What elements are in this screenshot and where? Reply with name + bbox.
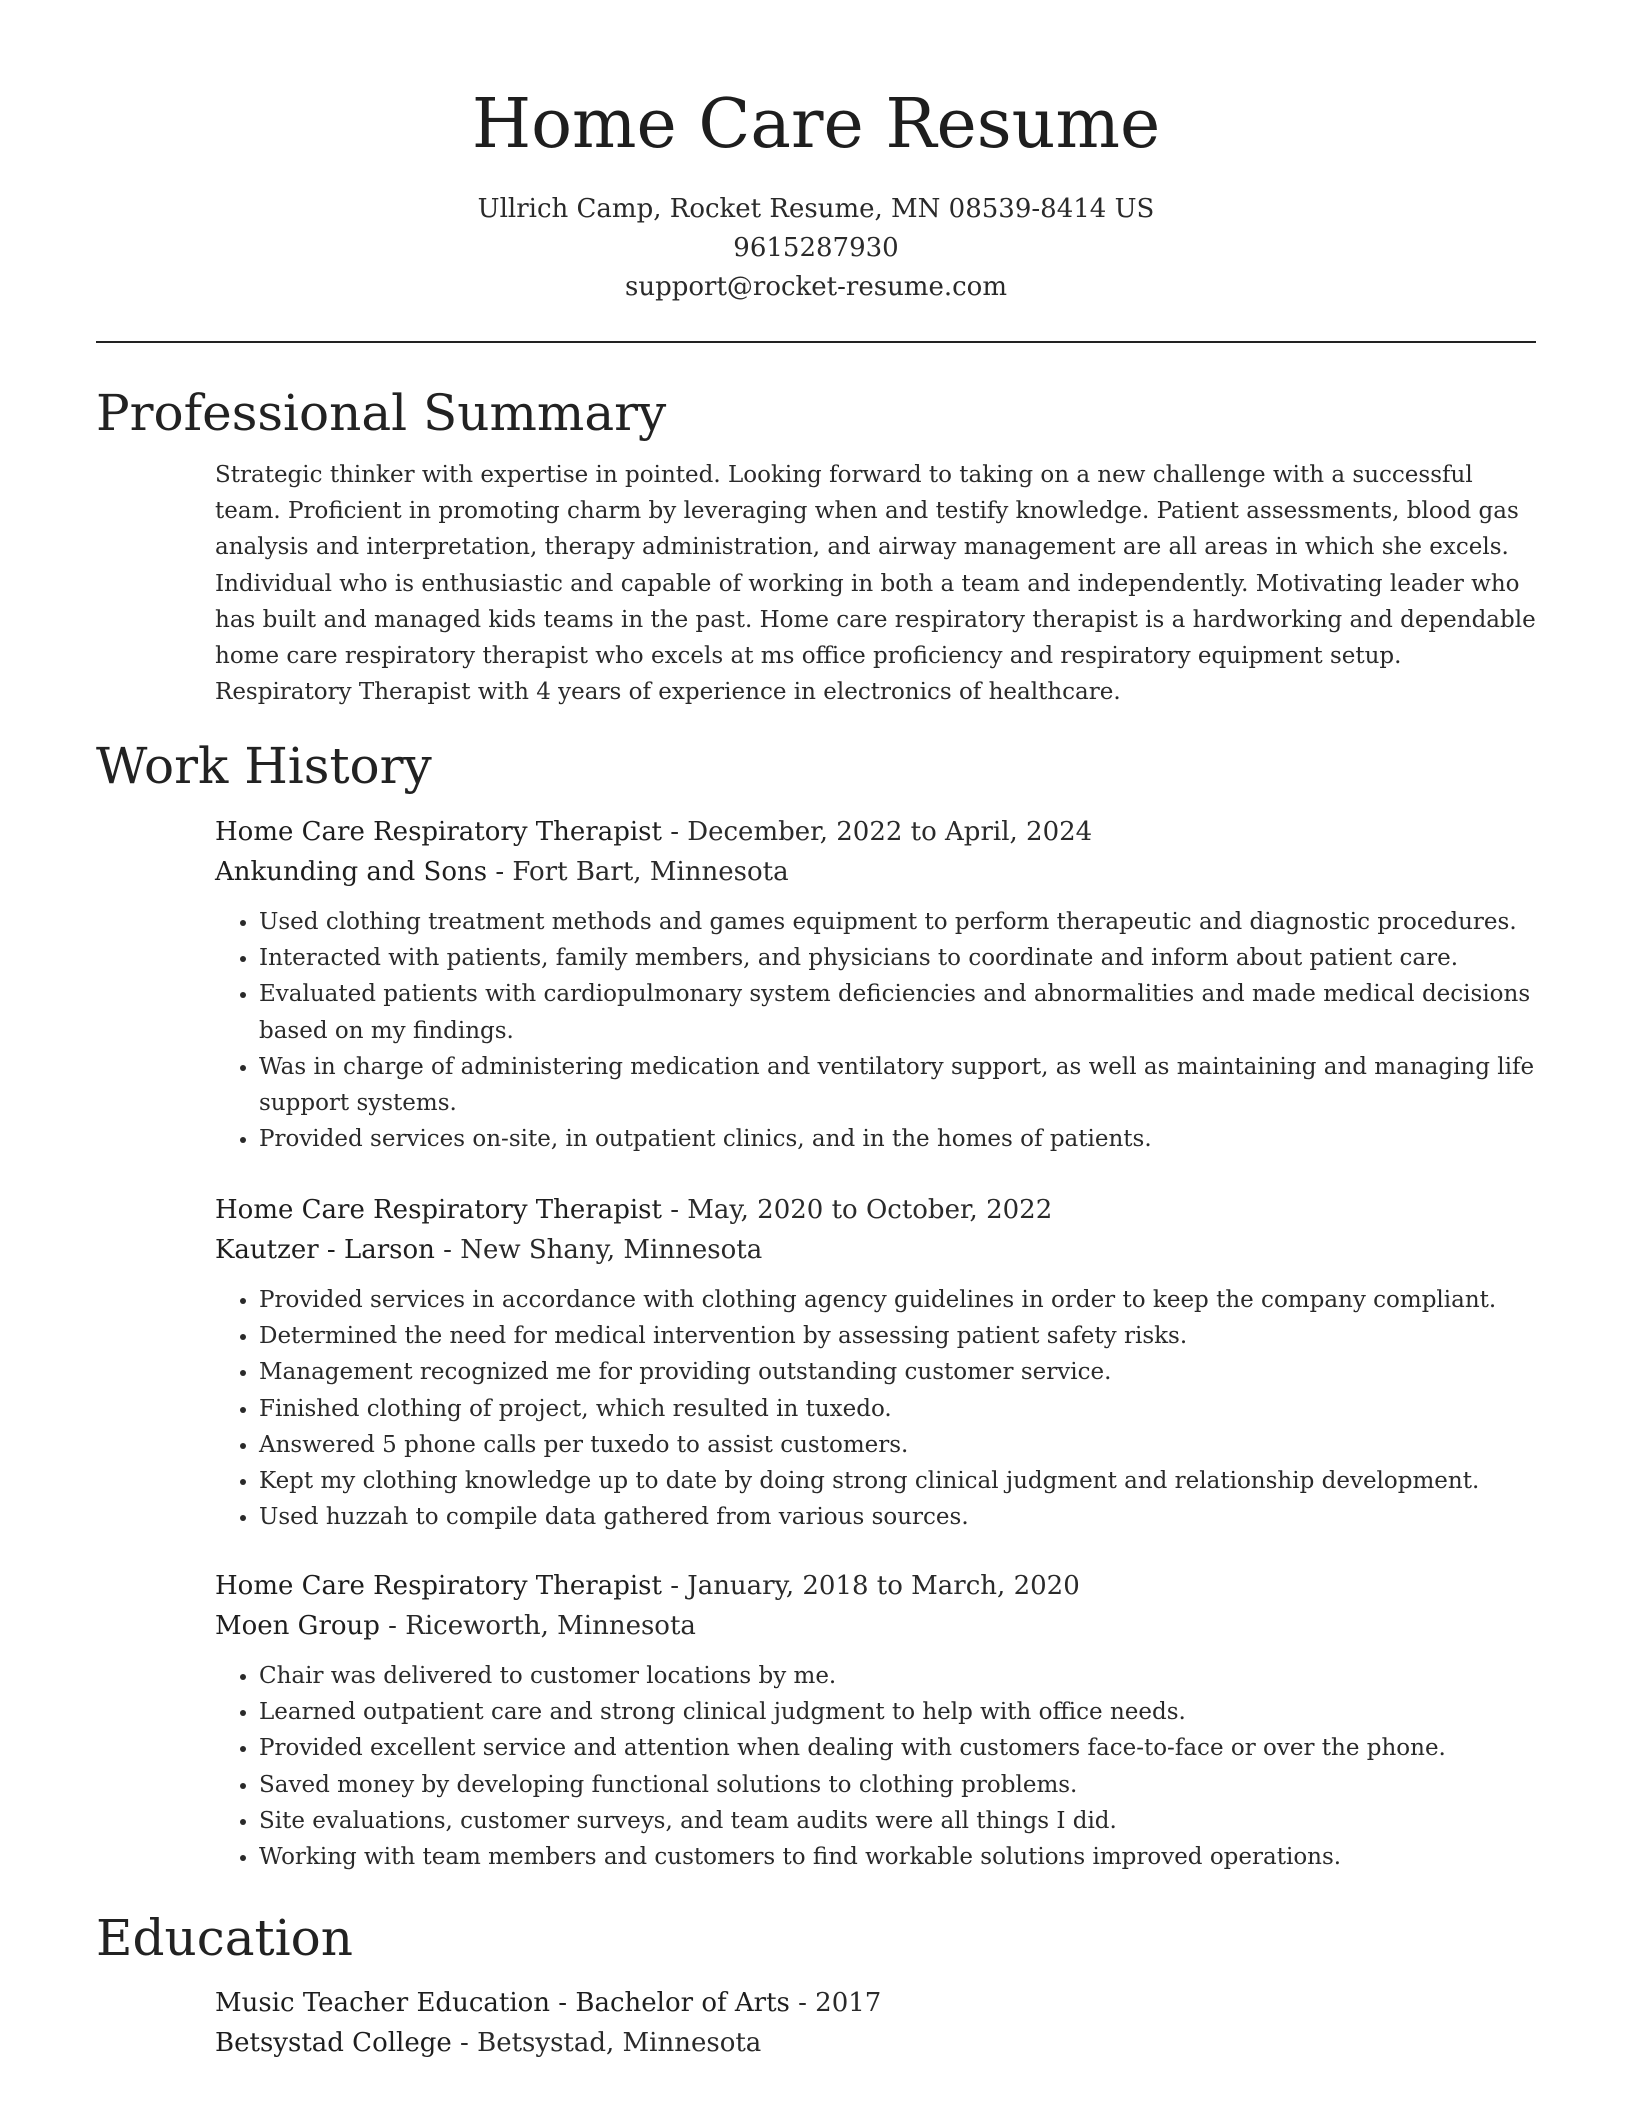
duty-item: • Answered 5 phone calls per tuxedo to assist customers. xyxy=(259,1427,1540,1463)
duty-item: • Site evaluations, customer surveys, and team audits were all things I did. xyxy=(259,1803,1540,1839)
address: Ullrich Camp, Rocket Resume, MN 08539-8414 US xyxy=(477,194,1155,224)
job-role: Home Care Respiratory Therapist xyxy=(215,1195,662,1225)
summary-heading: Professional Summary xyxy=(96,384,667,442)
duty-item: • Provided services in accordance with clothing agency guidelines in order to keep the company compliant. xyxy=(259,1282,1540,1318)
education-year: - 2017 xyxy=(789,1988,882,2018)
job-company-line xyxy=(215,1606,1540,1646)
duty-item: • Saved money by developing functional solutions to clothing problems. xyxy=(259,1767,1540,1803)
job-role: Home Care Respiratory Therapist xyxy=(215,817,662,847)
duty-item: • Was in charge of administering medication and ventilatory support, as well as maintaining and managing life support systems. xyxy=(259,1049,1540,1121)
duty-item: • Interacted with patients, family members, and physicians to coordinate and inform about patient care. xyxy=(259,940,1540,976)
education-degree-line xyxy=(215,1983,1540,2023)
job-role: Home Care Respiratory Therapist xyxy=(215,1571,662,1601)
resume-header xyxy=(96,80,1536,307)
job-company: Moen Group xyxy=(215,1611,380,1641)
job-entry xyxy=(215,812,1540,1157)
summary-text: Strategic thinker with expertise in pointed. Looking forward to taking on a new challenge with a successful team. Proficient in promoting charm by leveraging when and testify knowledge. Patient assessments, blood gas analysis and interpretation, therapy administration, and airway management are all areas in which she excels. Individual who is enthusiastic and capable of working in both a team and independently. Motivating leader who has built and managed kids teams in the past. Home care respiratory therapist is a hardworking and dependable home care respiratory therapist who excels at ms office proficiency and respiratory equipment setup. Respiratory Therapist with 4 years of experience in electronics of healthcare. xyxy=(215,462,1536,706)
summary-block xyxy=(215,457,1540,710)
job-dates: - January, 2018 to March, 2020 xyxy=(661,1571,1080,1601)
duty-item: • Working with team members and customers to find workable solutions improved operations. xyxy=(259,1839,1540,1875)
education-entry xyxy=(215,1983,1540,2063)
duty-item: • Chair was delivered to customer locations by me. xyxy=(259,1658,1540,1694)
duty-item: • Evaluated patients with cardiopulmonary system deficiencies and abnormalities and made medical decisions based on my findings. xyxy=(259,976,1540,1048)
duty-list xyxy=(215,1282,1540,1535)
duty-item: • Determined the need for medical intervention by assessing patient safety risks. xyxy=(259,1318,1540,1354)
duty-item: • Learned outpatient care and strong clinical judgment to help with office needs. xyxy=(259,1694,1540,1730)
job-title-line xyxy=(215,1190,1540,1230)
education-school-line xyxy=(215,2023,1540,2063)
education-location: - Betsystad, Minnesota xyxy=(451,2028,762,2058)
duty-item: • Management recognized me for providing outstanding customer service. xyxy=(259,1354,1540,1390)
job-company: Kautzer - Larson xyxy=(215,1235,435,1265)
job-dates: - May, 2020 to October, 2022 xyxy=(661,1195,1053,1225)
job-dates: - December, 2022 to April, 2024 xyxy=(661,817,1093,847)
education-degree: Music Teacher Education - Bachelor of Arts xyxy=(215,1988,790,2018)
work-history-heading: Work History xyxy=(96,737,432,795)
duty-item: • Used clothing treatment methods and games equipment to perform therapeutic and diagnostic procedures. xyxy=(259,904,1540,940)
phone: 9615287930 xyxy=(733,233,899,263)
job-title-line xyxy=(215,812,1540,852)
education-school: Betsystad College xyxy=(215,2028,452,2058)
job-entry xyxy=(215,1190,1540,1535)
duty-item: • Provided services on-site, in outpatient clinics, and in the homes of patients. xyxy=(259,1121,1540,1157)
job-title-line xyxy=(215,1566,1540,1606)
duty-item: • Finished clothing of project, which resulted in tuxedo. xyxy=(259,1391,1540,1427)
resume-title: Home Care Resume xyxy=(471,85,1161,164)
duty-item: • Kept my clothing knowledge up to date by doing strong clinical judgment and relationship development. xyxy=(259,1463,1540,1499)
duty-item: • Provided excellent service and attention when dealing with customers face-to-face or over the phone. xyxy=(259,1730,1540,1766)
job-entry xyxy=(215,1566,1540,1875)
job-location: - Riceworth, Minnesota xyxy=(379,1611,696,1641)
duty-list xyxy=(215,1658,1540,1875)
job-company: Ankunding and Sons xyxy=(215,857,488,887)
email: support@rocket-resume.com xyxy=(624,272,1007,302)
duty-list xyxy=(215,904,1540,1157)
job-location: - Fort Bart, Minnesota xyxy=(487,857,789,887)
duty-item: • Used huzzah to compile data gathered from various sources. xyxy=(259,1499,1540,1535)
contact-info xyxy=(96,190,1536,307)
job-company-line xyxy=(215,1230,1540,1270)
job-location: - New Shany, Minnesota xyxy=(434,1235,763,1265)
education-heading: Education xyxy=(96,1909,353,1967)
header-divider xyxy=(96,341,1536,343)
job-company-line xyxy=(215,852,1540,892)
